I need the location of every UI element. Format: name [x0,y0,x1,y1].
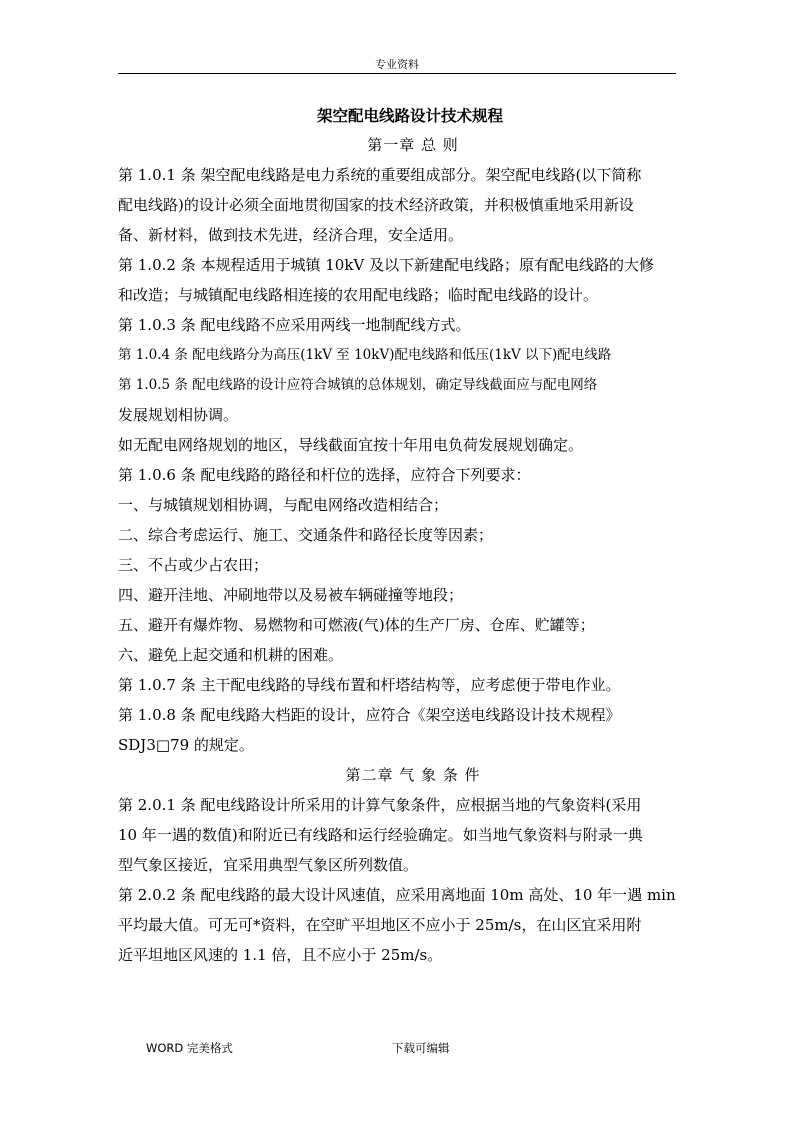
paragraph-line: 平均最大值。可无可*资料，在空旷平坦地区不应小于 25m/s，在山区宜采用附 [118,916,642,934]
chapter-heading: 第二章 气 象 条 件 [345,766,481,784]
page-header: 专业资料 [375,58,419,71]
paragraph-line: 如无配电网络规划的地区，导线截面宜按十年用电负荷发展规划确定。 [118,436,584,454]
paragraph-line: 第 1.0.3 条 配电线路不应采用两线一地制配线方式。 [118,316,471,334]
paragraph-line: 第 2.0.2 条 配电线路的最大设计风速值，应采用离地面 10m 高处、10 年一遇 min [118,886,676,904]
list-item: 六、避免上起交通和机耕的困难。 [118,646,344,664]
list-item: 四、避开洼地、冲刷地带以及易被车辆碰撞等地段； [118,586,464,604]
paragraph-line: 近平坦地区风速的 1.1 倍，且不应小于 25m/s。 [118,946,443,964]
paragraph-line: 第 1.0.8 条 配电线路大档距的设计，应符合《架空送电线路设计技术规程》 [118,706,621,724]
paragraph-line: 第 1.0.7 条 主干配电线路的导线布置和杆塔结构等，应考虑便于带电作业。 [118,676,621,694]
paragraph-line: 第 1.0.2 条 本规程适用于城镇 10kV 及以下新建配电线路；原有配电线路的大修 [118,256,655,274]
paragraph-line: 第 1.0.1 条 架空配电线路是电力系统的重要组成部分。架空配电线路(以下简称 [118,166,642,184]
paragraph-line: 配电线路)的设计必须全面地贯彻国家的技术经济政策，并积极慎重地采用新设 [118,196,634,214]
paragraph-line: 10 年一遇的数值)和附近已有线路和运行经验确定。如当地气象资料与附录一典 [118,826,643,844]
paragraph-line: 发展规划相协调。 [118,406,239,424]
paragraph-line: 备、新材料，做到技术先进，经济合理，安全适用。 [118,226,464,244]
list-item: 一、与城镇规划相协调，与配电网络改造相结合； [118,496,449,514]
footer-right-text: 下载可编辑 [392,1041,450,1055]
paragraph-line: 和改造；与城镇配电线路相连接的农用配电线路；临时配电线路的设计。 [118,286,599,304]
list-item: 五、避开有爆炸物、易燃物和可燃液(气)体的生产厂房、仓库、贮罐等； [118,616,595,634]
paragraph-line: 第 2.0.1 条 配电线路设计所采用的计算气象条件，应根据当地的气象资料(采用 [118,796,642,814]
document-title: 架空配电线路设计技术规程 [316,106,503,125]
paragraph-line: 第 1.0.6 条 配电线路的路径和杆位的选择，应符合下列要求： [118,466,531,484]
paragraph-line: 第 1.0.5 条 配电线路的设计应符合城镇的总体规划，确定导线截面应与配电网络 [118,377,598,393]
list-item: 三、不占或少占农田； [118,556,269,574]
paragraph-line: 第 1.0.4 条 配电线路分为高压(1kV 至 10kV)配电线路和低压(1kV 以下)配电线路 [118,347,612,363]
document-body [118,136,708,970]
chapter-heading: 第一章 总 则 [367,136,459,154]
header-divider [118,73,676,74]
paragraph-line: 型气象区接近，宜采用典型气象区所列数值。 [118,856,419,874]
footer-left-text: WORD 完美格式 [146,1041,233,1055]
list-item: 二、综合考虑运行、施工、交通条件和路径长度等因素； [118,526,494,544]
paragraph-line: SDJ3□79 的规定。 [118,736,254,754]
